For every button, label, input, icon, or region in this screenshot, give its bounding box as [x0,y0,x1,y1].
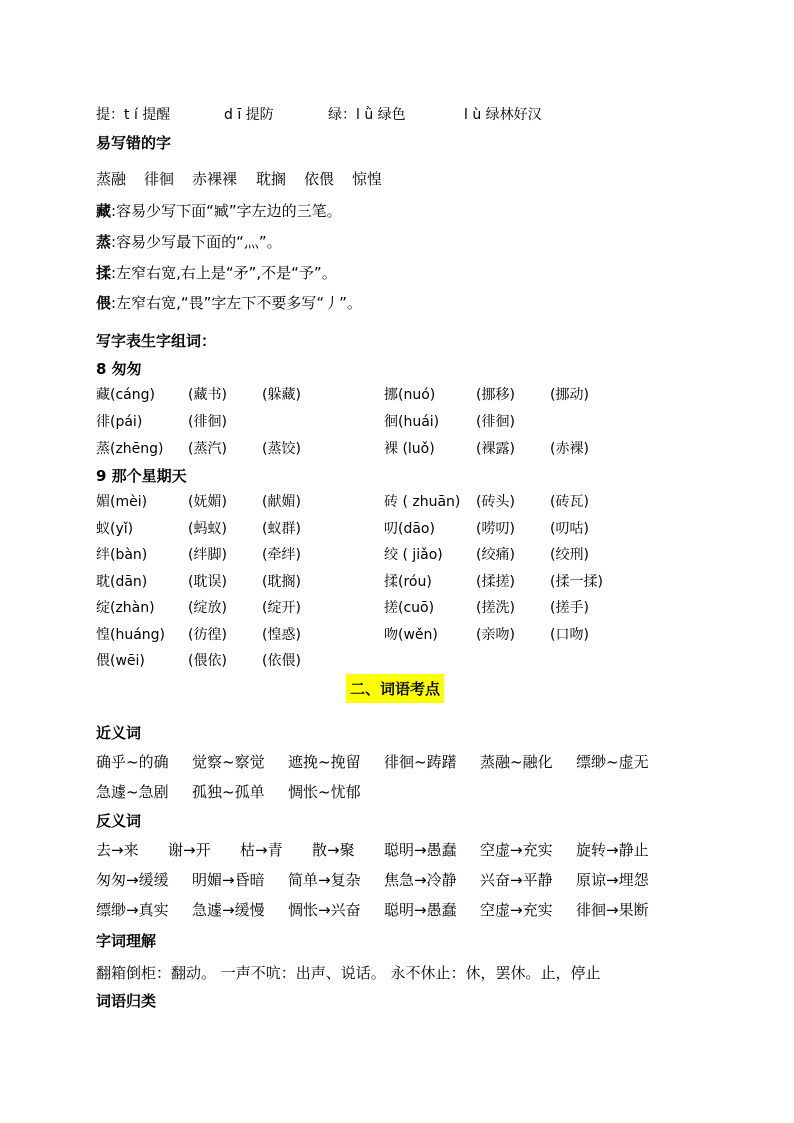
note-wei [96,292,362,313]
antonym-pair: 谢→开 [168,841,211,859]
vocab-word: (绽放) [188,600,227,616]
vocab-word: (蚂蚁) [188,520,227,537]
easy-wrong-word: 依偎 [304,170,335,188]
section-2-title: 二、词语考点 [346,674,444,703]
easy-wrong-heading: 易写错的字 [96,134,172,152]
vocab-char: 偎(wēi) [96,653,145,669]
antonym-pair: 去→来 [96,841,139,859]
vocab-word: (牵绊) [262,547,301,563]
vocab-word: (砖头) [476,494,515,510]
polyphone-lv: 绿：l ǜ 绿色 [328,107,406,123]
antonym-pair: 匆匆→缓缓 [96,871,169,889]
vocab-word: (躲藏) [262,387,301,403]
polyphone-lu: l ù 绿林好汉 [464,107,542,123]
classify-heading: 词语归类 [96,992,157,1010]
understanding-text: 翻箱倒柜：翻动。 一声不吭：出声、说话。 永不休止：休，罢休。止，停止 [96,964,601,982]
vocab-char: 耽(dān) [96,573,148,590]
easy-wrong-word: 耽搁 [256,170,287,188]
antonym-pair: 聪明→愚蠢 [384,841,457,859]
vocab-char: 蒸(zhēng) [96,441,164,457]
note-char: 蒸 [96,233,112,251]
vocab-word: (彷徨) [188,626,227,643]
note-text: :容易少写下面“臧”字左边的三笔。 [111,202,342,220]
vocab-word: (裸露) [476,441,515,457]
vocab-char: 裸 (luǒ) [384,441,435,457]
antonym-pair: 空虚→充实 [480,841,553,859]
vocab-word: (蒸饺) [262,441,301,457]
vocab-word: (徘徊) [188,414,227,430]
vocab-char: 叨(dāo) [384,520,435,537]
antonym-pair: 焦急→冷静 [384,871,457,889]
vocab-char: 砖 ( zhuān) [384,494,461,510]
vocab-char: 绞 ( jiǎo) [384,547,443,563]
note-cang [96,200,342,221]
antonym-pair: 聪明→愚蠢 [384,901,457,919]
understanding-heading: 字词理解 [96,932,157,950]
vocab-word: (绞痛) [476,547,515,563]
synonym-pair: 孤独~孤单 [192,783,265,801]
vocab-word: (亲吻) [476,626,515,643]
easy-wrong-word: 徘徊 [144,170,175,188]
vocab-word: (唠叨) [476,520,515,537]
synonym-pair: 蒸融~融化 [480,753,553,771]
vocab-char: 藏(cáng) [96,387,155,403]
vocab-word: (搓手) [550,600,589,616]
antonym-pair: 原谅→埋怨 [576,871,649,889]
antonym-pair: 惆怅→兴奋 [288,901,361,919]
vocab-char: 徘(pái) [96,414,143,430]
vocab-char: 吻(wěn) [384,626,438,643]
vocab-word: (耽误) [188,573,227,590]
antonyms-heading: 反义词 [96,812,142,830]
vocab-word: (献媚) [262,494,301,510]
vocab-word: (惶惑) [262,626,301,643]
vocab-word: (赤裸) [550,441,589,457]
vocab-char: 揉(róu) [384,573,432,590]
synonym-pair: 徘徊~踌躇 [384,753,457,771]
vocab-word: (揉搓) [476,573,515,590]
note-text: :左窄右宽,右上是“矛”,不是“予”。 [111,264,337,282]
vocab-char: 绊(bàn) [96,547,148,563]
vocab-char: 搓(cuō) [384,600,435,616]
vocab-char: 媚(mèi) [96,494,148,510]
note-char: 偎 [96,294,112,312]
vocab-char: 绽(zhàn) [96,600,155,616]
vocab-word: (徘徊) [476,414,515,430]
vocab-word: (绽开) [262,600,301,616]
antonym-pair: 简单→复杂 [288,871,361,889]
note-char: 藏 [96,202,112,220]
synonym-pair: 缥缈~虚无 [576,753,649,771]
vocab-word: (口吻) [550,626,589,643]
lesson-9-title: 9 那个星期天 [96,467,187,485]
vocab-char: 惶(huáng) [96,626,166,643]
synonym-pair: 惆怅~忧郁 [288,783,361,801]
antonym-pair: 缥缈→真实 [96,901,169,919]
vocab-char: 蚁(yǐ) [96,520,134,537]
easy-wrong-word: 蒸融 [96,170,127,188]
vocab-word: (绊脚) [188,547,227,563]
easy-wrong-word: 惊惶 [352,170,383,188]
polyphone-ti: 提：t í 提醒 [96,107,171,123]
note-char: 揉 [96,264,112,282]
polyphone-di: d ī 提防 [224,107,274,123]
vocab-word: (挪移) [476,387,515,403]
vocab-char: 挪(nuó) [384,387,436,403]
note-rou [96,262,337,283]
antonym-pair: 明媚→昏暗 [192,871,265,889]
vocab-word: (蒸汽) [188,441,227,457]
vocab-char: 徊(huái) [384,414,440,430]
antonym-pair: 急遽→缓慢 [192,901,265,919]
antonym-pair: 空虚→充实 [480,901,553,919]
antonym-pair: 散→聚 [312,841,355,859]
vocab-word: (偎依) [188,653,227,669]
vocab-word: (蚁群) [262,520,301,537]
synonym-pair: 觉察~察觉 [192,753,265,771]
vocab-word: (叨咕) [550,520,589,537]
note-zheng [96,231,282,252]
synonym-pair: 确乎~的确 [96,753,169,771]
vocab-word: (搓洗) [476,600,515,616]
vocab-word: (依偎) [262,653,301,669]
lesson-8-title: 8 匆匆 [96,360,142,378]
synonyms-heading: 近义词 [96,724,142,742]
note-text: :容易少写最下面的“灬”。 [111,233,282,251]
vocab-word: (藏书) [188,387,227,403]
vocab-word: (挪动) [550,387,589,403]
antonym-pair: 兴奋→平静 [480,871,553,889]
synonym-pair: 急遽~急剧 [96,783,169,801]
antonym-pair: 旋转→静止 [576,841,649,859]
antonym-pair: 枯→青 [240,841,283,859]
vocab-word: (妩媚) [188,494,227,510]
vocab-heading: 写字表生字组词： [96,332,217,350]
synonym-pair: 遮挽~挽留 [288,753,361,771]
note-text: :左窄右宽,“畏”字左下不要多写“丿”。 [111,294,362,312]
antonym-pair: 徘徊→果断 [576,901,649,919]
vocab-word: (揉一揉) [550,573,603,590]
vocab-word: (砖瓦) [550,494,589,510]
easy-wrong-word: 赤裸裸 [192,170,238,188]
vocab-word: (绞刑) [550,547,589,563]
vocab-word: (耽搁) [262,573,301,590]
